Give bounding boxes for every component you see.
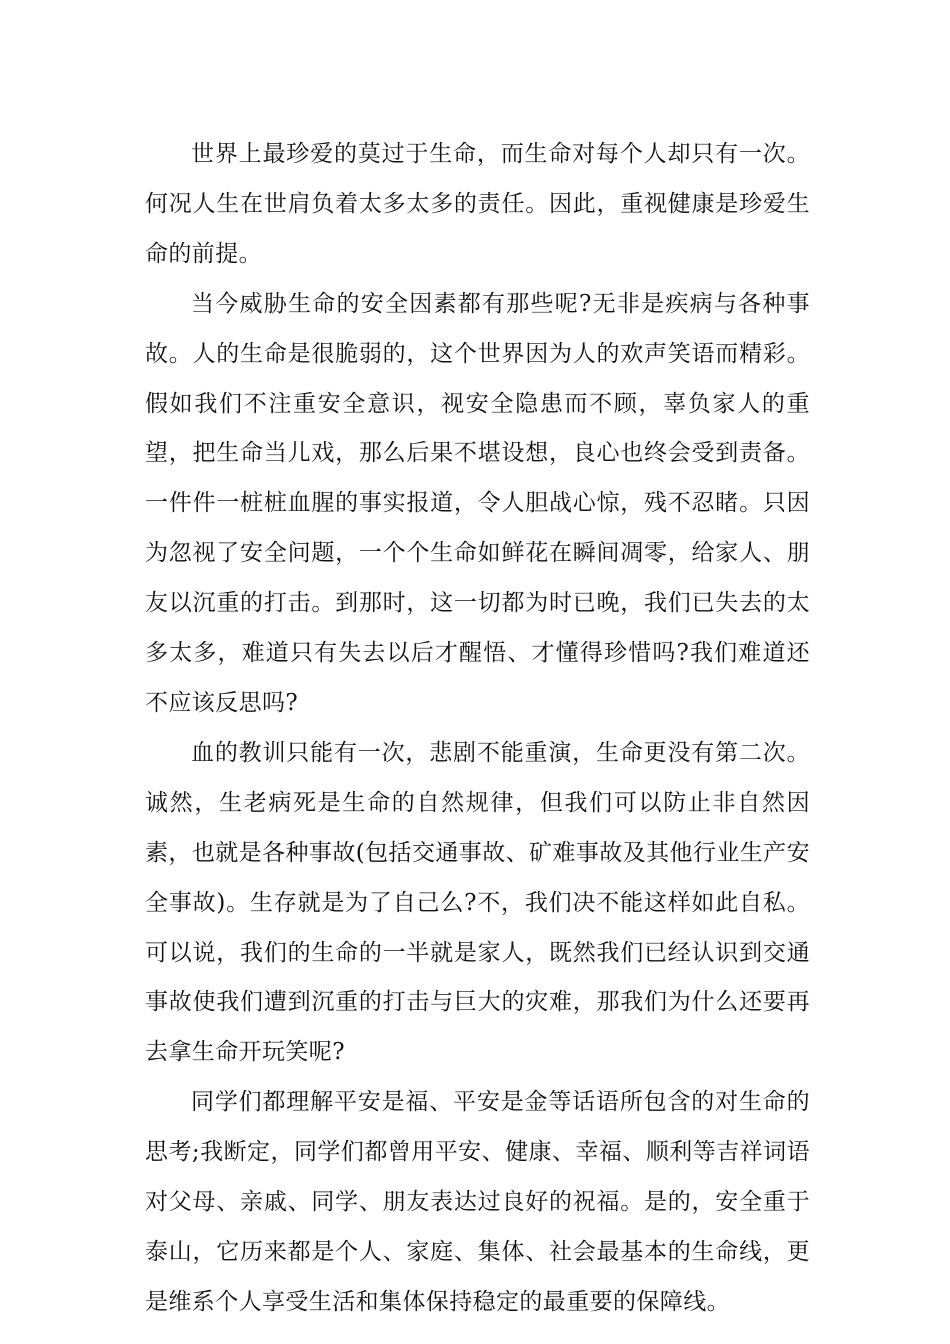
- paragraph-1: 世界上最珍爱的莫过于生命，而生命对每个人却只有一次。何况人生在世肩负着太多太多的责任。因此，重视健康是珍爱生命的前提。: [145, 141, 810, 267]
- paragraph-4: 同学们都理解平安是福、平安是金等话语所包含的对生命的思考;我断定，同学们都曾用平安、健康、幸福、顺利等吉祥词语对父母、亲戚、同学、朋友表达过良好的祝福。是的，安全重于泰山，它历来都是个人、家庭、集体、社会最基本的生命线，更是维系个人享受生活和集体保持稳定的最重要的保障线。: [145, 1089, 810, 1315]
- paragraph-2: 当今威胁生命的安全因素都有那些呢?无非是疾病与各种事故。人的生命是很脆弱的，这个世界因为人的欢声笑语而精彩。假如我们不注重安全意识，视安全隐患而不顾，辜负家人的重望，把生命当儿戏，那么后果不堪设想，良心也终会受到责备。一件件一桩桩血腥的事实报道，令人胆战心惊，残不忍睹。只因为忽视了安全问题，一个个生命如鲜花在瞬间凋零，给家人、朋友以沉重的打击。到那时，这一切都为时已晚，我们已失去的太多太多，难道只有失去以后才醒悟、才懂得珍惜吗?我们难道还不应该反思吗?: [145, 290, 810, 716]
- paragraph-3: 血的教训只能有一次，悲剧不能重演，生命更没有第二次。诚然，生老病死是生命的自然规律，但我们可以防止非自然因素，也就是各种事故(包括交通事故、矿难事故及其他行业生产安全事故)。生存就是为了自己么?不，我们决不能这样如此自私。可以说，我们的生命的一半就是家人，既然我们已经认识到交通事故使我们遭到沉重的打击与巨大的灾难，那我们为什么还要再去拿生命开玩笑呢?: [145, 739, 810, 1066]
- document-body: [145, 130, 810, 1328]
